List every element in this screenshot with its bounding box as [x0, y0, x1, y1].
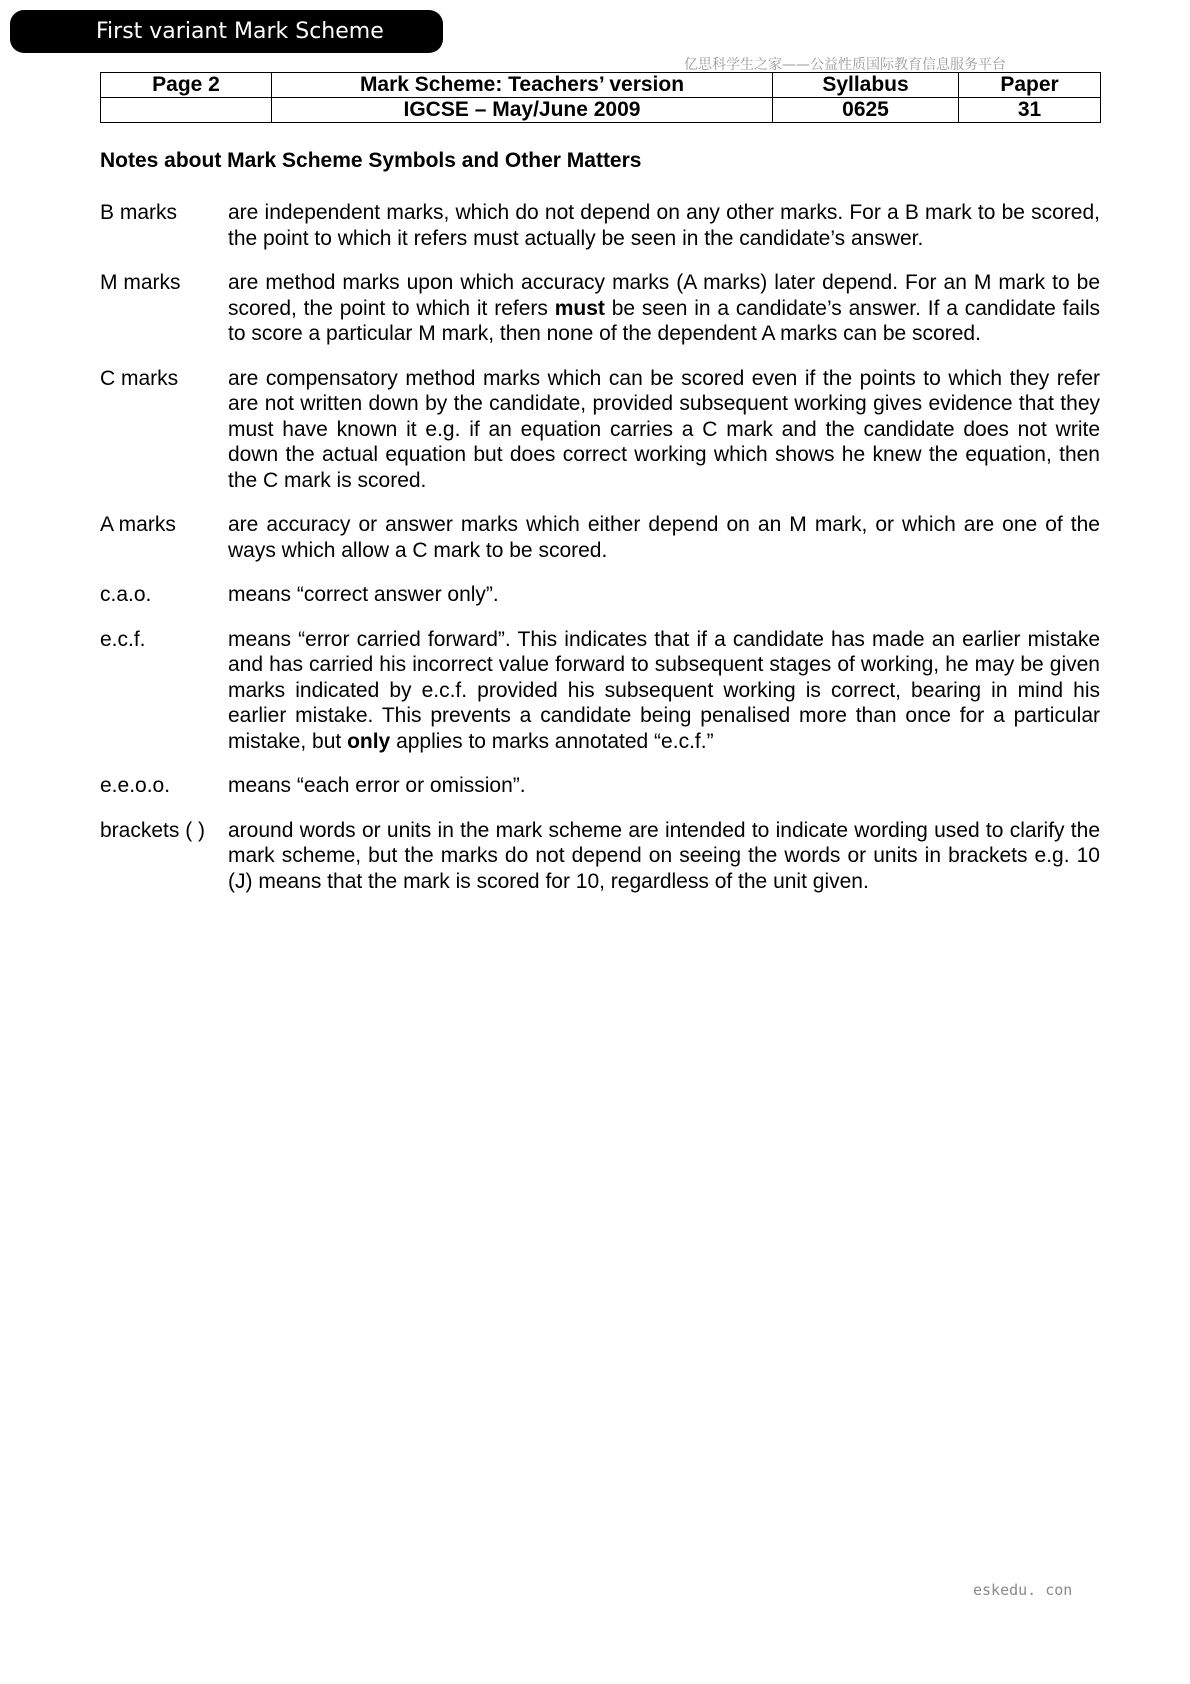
note-item: [100, 773, 1100, 799]
watermark-bottom: eskedu. con: [973, 1581, 1073, 1599]
note-term: e.c.f.: [100, 627, 146, 651]
header-row-2: [101, 98, 1101, 123]
note-item: [100, 627, 1100, 755]
page-cell: Page 2: [101, 73, 272, 98]
note-description: around words or units in the mark scheme are intended to indicate wording used to clarify the mark scheme, but the marks do not depend on seeing the words or units in brackets e.g. 10 (J) means that the mark is scored for 10, regardless of the unit given.: [228, 818, 1100, 893]
variant-banner: First variant Mark Scheme: [10, 10, 443, 53]
paper-number-cell: 31: [959, 98, 1101, 123]
note-description: means “correct answer only”.: [228, 583, 499, 606]
note-term: A marks: [100, 513, 176, 536]
note-description: means “each error or omission”.: [228, 774, 526, 797]
note-description: are compensatory method marks which can be scored even if the points to which they refer are not written down by the candidate, provided subsequent working gives evidence that they must have known it e.g. if an equation carries a C mark and the candidate does not write down the actual equation but does correct working which shows he knew the equation, then the C mark is scored.: [228, 366, 1100, 492]
notes-list: [100, 200, 1100, 913]
note-term: e.e.o.o.: [100, 774, 171, 797]
title-cell: Mark Scheme: Teachers’ version: [272, 73, 773, 98]
note-term: brackets ( ): [100, 818, 206, 842]
header-table: [100, 72, 1101, 123]
notes-title: Notes about Mark Scheme Symbols and Other Matters: [100, 149, 642, 172]
note-description: are accuracy or answer marks which either depend on an M mark, or which are one of the ways which allow a C mark to be scored.: [228, 513, 1100, 562]
note-description: are independent marks, which do not depend on any other marks. For a B mark to be scored, the point to which it refers must actually be seen in the candidate’s answer.: [228, 201, 1100, 250]
syllabus-label-cell: Syllabus: [773, 73, 959, 98]
note-item: [100, 270, 1100, 347]
note-term: c.a.o.: [100, 583, 152, 606]
note-description: are method marks upon which accuracy marks (A marks) later depend. For an M mark to be scored, the point to which it refers must be seen in a candidate’s answer. If a candidate fails to score a particular M mark, then none of the dependent A marks can be scored.: [228, 271, 1100, 345]
note-item: [100, 512, 1100, 563]
exam-session-cell: IGCSE – May/June 2009: [272, 98, 773, 123]
note-term: C marks: [100, 366, 179, 390]
note-item: [100, 200, 1100, 251]
header-row-1: [101, 73, 1101, 98]
empty-cell: [101, 98, 272, 123]
syllabus-code-cell: 0625: [773, 98, 959, 123]
note-item: [100, 582, 1100, 608]
note-item: [100, 366, 1100, 494]
note-item: [100, 818, 1100, 895]
watermark-top: 亿思科学生之家——公益性质国际教育信息服务平台: [684, 57, 1006, 73]
note-term: M marks: [100, 271, 181, 294]
paper-label-cell: Paper: [959, 73, 1101, 98]
note-term: B marks: [100, 201, 178, 224]
note-description: means “error carried forward”. This indicates that if a candidate has made an earlier mistake and has carried his incorrect value forward to subsequent stages of working, he may be given marks indicated by e.c.f. provided his subsequent working is correct, bearing in mind his earlier mistake. This prevents a candidate being penalised more than once for a particular mistake, but only applies to marks annotated “e.c.f.”: [228, 627, 1100, 753]
